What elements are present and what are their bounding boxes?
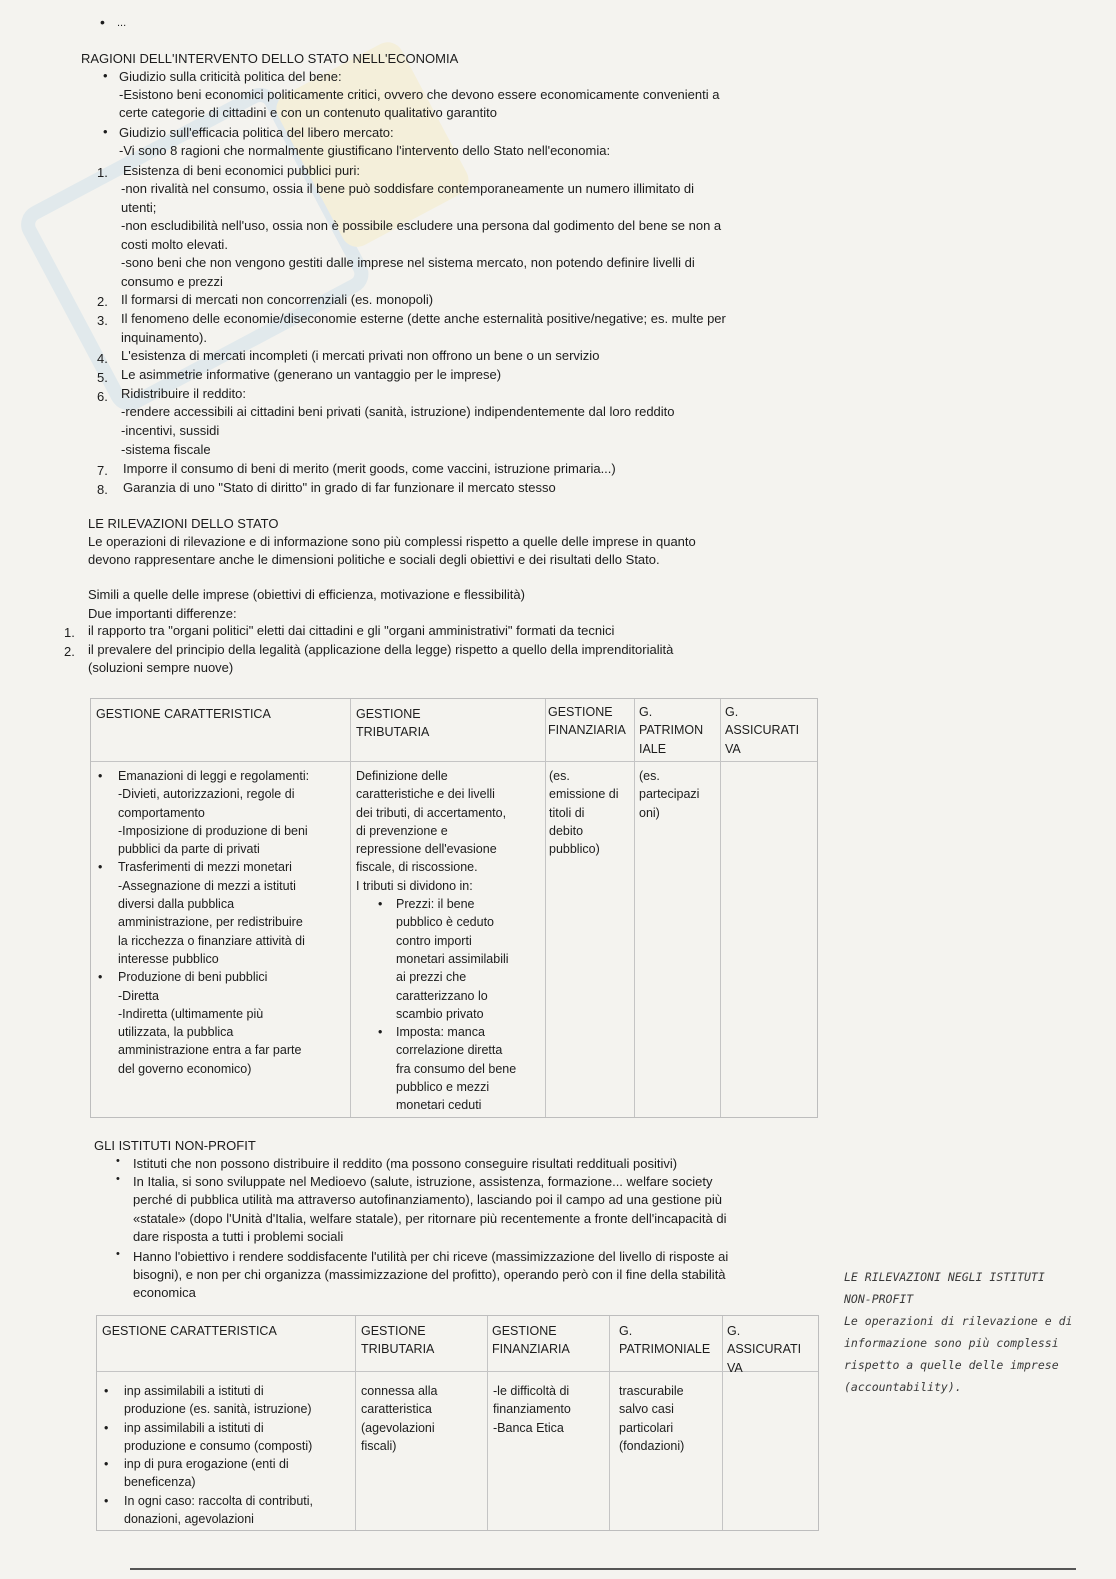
list-item: Il fenomeno delle economie/diseconomie esterne (dette anche esternalità positive/negative; es. multe per bbox=[121, 311, 726, 326]
body-text: devono rappresentare anche le dimensioni politiche e sociali degli obiettivi e dei risultati dello Stato. bbox=[88, 552, 660, 567]
list-item: Le asimmetrie informative (generano un vantaggio per le imprese) bbox=[121, 367, 502, 382]
table-cell-tributaria: connessa alla caratteristica (agevolazioni fiscali) bbox=[361, 1384, 438, 1453]
body-text: -sistema fiscale bbox=[121, 442, 211, 457]
body-text: Simili a quelle delle imprese (obiettivi di efficienza, motivazione e flessibilità) bbox=[88, 587, 525, 602]
body-text: -sono beni che non vengono gestiti dalle imprese nel sistema mercato, non potendo definire livelli di bbox=[121, 255, 695, 270]
bullet-text: Giudizio sull'efficacia politica del libero mercato: bbox=[119, 125, 394, 140]
body-text: «statale» (dopo l'Unità d'Italia, welfare statale), per ritornare più recentemente a fronte dell'incapacità di bbox=[133, 1211, 727, 1226]
bullet-icon: • bbox=[116, 1173, 120, 1185]
body-text: Le operazioni di rilevazione e di informazione sono più complessi rispetto a quelle delle imprese in quanto bbox=[88, 534, 696, 549]
body-text: consumo e prezzi bbox=[121, 274, 223, 289]
body-text: -Esistono beni economici politicamente critici, ovvero che devono essere economicamente convenienti a bbox=[119, 87, 720, 102]
section-title-rilevazioni-stato: LE RILEVAZIONI DELLO STATO bbox=[88, 516, 279, 531]
body-text: (soluzioni sempre nuove) bbox=[88, 660, 234, 675]
list-item: il rapporto tra "organi politici" eletti dai cittadini e gli "organi amministrativi" formati da tecnici bbox=[88, 623, 615, 638]
body-text: inquinamento). bbox=[121, 330, 207, 345]
list-number: 2. bbox=[97, 294, 108, 309]
table-header: GESTIONE TRIBUTARIA bbox=[361, 1324, 435, 1357]
list-number: 1. bbox=[97, 165, 108, 180]
body-text: dare risposta a tutti i problemi sociali bbox=[133, 1229, 344, 1244]
bullet-text: Hanno l'obiettivo i rendere soddisfacente l'utilità per chi riceve (massimizzazione del livello di risposte ai bbox=[133, 1249, 729, 1264]
list-number: 8. bbox=[97, 482, 108, 497]
bullet-text: Istituti che non possono distribuire il reddito (ma possono conseguire risultati reddituali positivi) bbox=[133, 1156, 678, 1171]
list-number: 7. bbox=[97, 463, 108, 478]
section-title-non-profit: GLI ISTITUTI NON-PROFIT bbox=[94, 1138, 256, 1153]
table-cell-finanziaria: -le difficoltà di finanziamento -Banca Etica bbox=[493, 1384, 571, 1435]
body-text: perché di pubblica utilità ma attraverso autofinanziamento), lasciando poi il campo ad una gestione più bbox=[133, 1192, 722, 1207]
list-item: Il formarsi di mercati non concorrenziali (es. monopoli) bbox=[121, 292, 434, 307]
body-text: bisogni), e non per chi organizza (massimizzazione del profitto), operando però con il fine della stabilità bbox=[133, 1267, 726, 1282]
table-cell-finanziaria: (es. emissione di titoli di debito pubblico) bbox=[549, 769, 619, 857]
body-text: economica bbox=[133, 1285, 196, 1300]
list-number: 5. bbox=[97, 370, 108, 385]
list-number: 1. bbox=[64, 625, 75, 640]
bullet-icon: • bbox=[103, 124, 108, 139]
table-header: G. PATRIMON IALE bbox=[639, 705, 704, 756]
body-text: costi molto elevati. bbox=[121, 237, 228, 252]
list-number: 3. bbox=[97, 313, 108, 328]
table-cell-patrimoniale: (es. partecipazi oni) bbox=[639, 769, 700, 820]
body-text: utenti; bbox=[121, 200, 157, 215]
list-item: L'esistenza di mercati incompleti (i mercati privati non offrono un bene o un servizio bbox=[121, 348, 600, 363]
body-text: -Vi sono 8 ragioni che normalmente giustificano l'intervento dello Stato nell'economia: bbox=[119, 143, 611, 158]
list-item: Ridistribuire il reddito: bbox=[121, 386, 246, 401]
list-item: il prevalere del principio della legalità (applicazione della legge) rispetto a quello della imprenditorialità bbox=[88, 642, 674, 657]
table-cell-caratteristica: • • • Emanazioni di leggi e regolamenti: -Divieti, autorizzazioni, regole di comportamento -Imposizione di produzione di beni pubblici da parte di privati Trasferimenti di mezzi monetari -Assegnazione di mezzi a istituti diversi dalla pubblica amministrazione, per redistribuire la ricchezza o finanziare attività di interesse pubblico Produzione di beni pubblici -Diretta -Indiretta (ultimamente più utilizzata, la pubblica amministrazione entra a far parte del governo economico) bbox=[98, 769, 310, 1076]
body-text: -non rivalità nel consumo, ossia il bene può soddisfare contemporaneamente un numero illimitato di bbox=[121, 181, 695, 196]
bullet-text: In Italia, si sono sviluppate nel Medioevo (salute, istruzione, assistenza, formazione... welfare society bbox=[133, 1174, 713, 1189]
bullet-icon: • bbox=[116, 1248, 120, 1260]
bullet-icon: • bbox=[100, 14, 105, 30]
table-header: GESTIONE TRIBUTARIA bbox=[356, 707, 430, 740]
list-number: 4. bbox=[97, 351, 108, 366]
body-text: Due importanti differenze: bbox=[88, 606, 237, 621]
table-header: G. ASSICURATI VA bbox=[727, 1324, 802, 1375]
table-cell-patrimoniale: trascurabile salvo casi particolari (fondazioni) bbox=[619, 1384, 685, 1453]
body-text: -incentivi, sussidi bbox=[121, 423, 220, 438]
list-item: Imporre il consumo di beni di merito (merit goods, come vaccini, istruzione primaria...) bbox=[123, 461, 616, 476]
scan-edge-line bbox=[130, 1568, 1076, 1570]
body-text: -rendere accessibili ai cittadini beni privati (sanità, istruzione) indipendentemente dal loro reddito bbox=[121, 404, 675, 419]
table-gestioni-non-profit bbox=[96, 1315, 819, 1531]
list-number: 2. bbox=[64, 644, 75, 659]
top-fragment: ... bbox=[117, 17, 127, 29]
list-number: 6. bbox=[97, 389, 108, 404]
list-item: Esistenza di beni economici pubblici puri: bbox=[123, 163, 361, 178]
table-gestioni-stato bbox=[90, 698, 818, 1118]
table-header: G. PATRIMONIALE bbox=[619, 1324, 711, 1357]
table-header: GESTIONE FINANZIARIA bbox=[548, 705, 626, 738]
bullet-text: Giudizio sulla criticità politica del bene: bbox=[119, 69, 342, 84]
bullet-icon: • bbox=[116, 1155, 120, 1167]
table-header: GESTIONE CARATTERISTICA bbox=[102, 1324, 277, 1338]
table-cell-tributaria: Definizione delle caratteristiche e dei livelli dei tributi, di accertamento, di prevenzione e repressione dell'evasione fiscale, di riscossione. I tributi si dividono in: • • Prezzi: il bene pubblico è ceduto contro importi monetari assimilabili ai prezzi che caratterizzano lo scambio privato Imposta: manca correlazione diretta fra consumo del bene pubblico e mezzi monetari ceduti bbox=[356, 769, 517, 1113]
table-header: G. ASSICURATI VA bbox=[725, 705, 800, 756]
bullet-icon: • bbox=[103, 68, 108, 83]
table-header: GESTIONE FINANZIARIA bbox=[492, 1324, 570, 1357]
table-header: GESTIONE CARATTERISTICA bbox=[96, 707, 271, 721]
body-text: -non escludibilità nell'uso, ossia non è possibile escludere una persona dal godimento del bene se non a bbox=[121, 218, 722, 233]
handwritten-note: LE RILEVAZIONI NEGLI ISTITUTI NON-PROFIT Le operazioni di rilevazione e di informazione sono più complessi rispetto a quelle delle imprese (accountability). bbox=[844, 1270, 1073, 1394]
table-cell-caratteristica: • • • • inp assimilabili a istituti di produzione (es. sanità, istruzione) inp assimilabili a istituti di produzione e consumo (composti) inp di pura erogazione (enti di beneficenza) In ogni caso: raccolta di contributi, donazioni, agevolazioni bbox=[104, 1384, 313, 1527]
list-item: Garanzia di uno "Stato di diritto" in grado di far funzionare il mercato stesso bbox=[123, 480, 556, 495]
section-title-ragioni: RAGIONI DELL'INTERVENTO DELLO STATO NELL'ECONOMIA bbox=[81, 51, 459, 66]
body-text: certe categorie di cittadini e con un contenuto qualitativo garantito bbox=[119, 105, 497, 120]
